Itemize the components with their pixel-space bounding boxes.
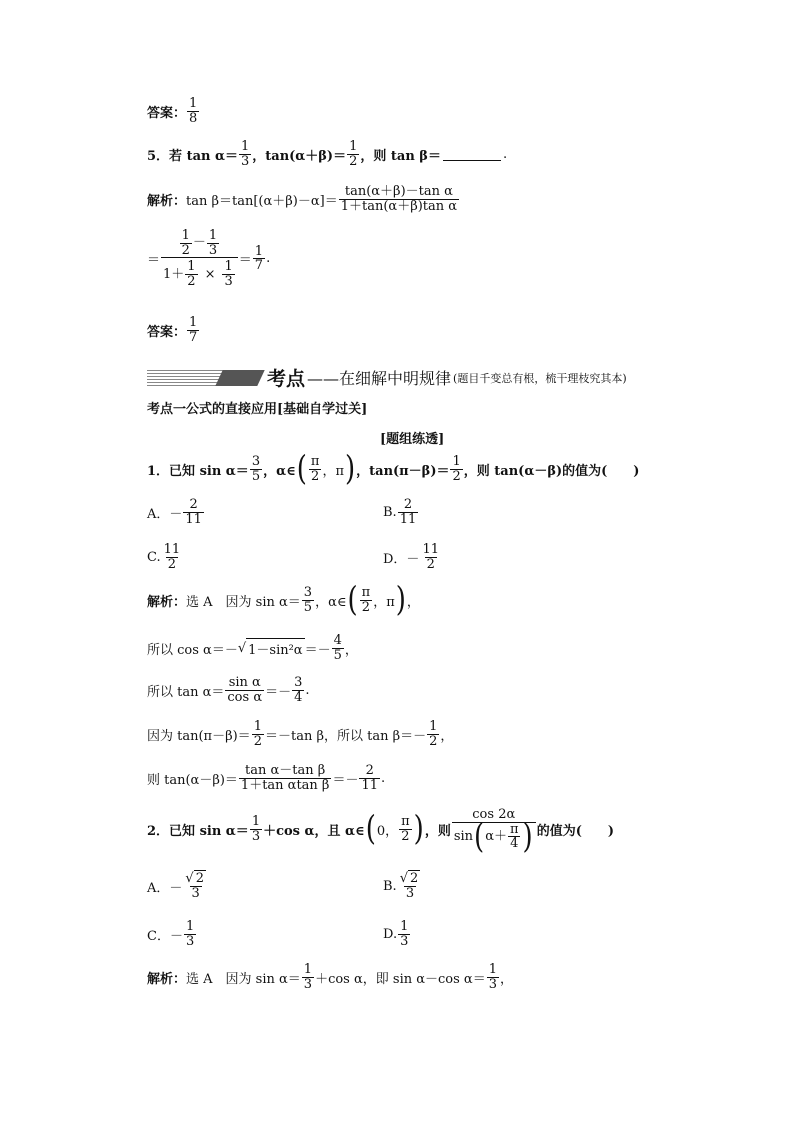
solution-5-line-1 (147, 185, 460, 213)
question-text: 1．已知 sin α＝ (147, 463, 249, 479)
solution-1-line-4: 因为 tan(π－β)＝ $\frac{1}{2}$ ＝－tan β，所以 tan β＝－ $\frac{1}{2}$ ， (147, 719, 454, 749)
question-text: ，tan(α＋β)＝ (252, 148, 347, 164)
solution-text: ＝ (238, 253, 252, 269)
banner-stripe (147, 370, 223, 386)
fraction: $\frac{1}{3}$ (240, 139, 250, 169)
question-text: ，π (322, 463, 344, 479)
question-1 (147, 449, 640, 489)
question-text: . (502, 146, 508, 162)
option-b: B. $\frac{√ 2}{3}$ (383, 871, 419, 901)
solution-1-line-2: 所以 cos α＝－ √ 1－sin²α ＝－ $\frac{4}{5}$ ， (147, 633, 358, 663)
group-title: [题组练透] (380, 432, 445, 447)
compound-fraction: $\frac{1}{2}$ － $\frac{1}{3}$ 1＋ $\frac{1}{2}$ × $\frac{1}{3}$ (161, 229, 238, 289)
solution-label: 解析： (147, 594, 187, 610)
question-text: ，则 (424, 823, 451, 839)
solution-text: . (266, 251, 271, 267)
question-text: ，则 tan(α－β)的值为( ) (463, 463, 640, 479)
fraction: $\frac{3}{5}$ (251, 454, 261, 484)
option-a: A．－ $\frac{√ 2}{3}$ (147, 871, 204, 901)
question-text: 5．若 tan α＝ (147, 148, 238, 164)
solution-2-line-1: 解析： 选 A 因为 sin α＝ $\frac{1}{3}$ ＋cos α，即 sin α－cos α＝ $\frac{1}{3}$ ， (147, 962, 514, 992)
fraction: $\frac{1}{8}$ (189, 96, 198, 126)
right-paren: ) (344, 449, 356, 489)
fraction: $\frac{1}{2}$ (452, 454, 461, 484)
question-text: ＋cos α，且 α∈ (263, 823, 365, 839)
question-2: 2．已知 sin α＝ $\frac{1}{3}$ ＋cos α，且 α∈ ( 0， $\frac{\pi}{2}$ ) ，则 cos 2α sin ( α＋ $\frac{\pi}{4}$ ) 的值为( ) (147, 807, 614, 857)
solution-1-line-3: 所以 tan α＝ $\frac{\text{sin α}}{\text{cos α}}$ ＝－ $\frac{3}{4}$ . (147, 675, 310, 705)
left-paren: ( (296, 449, 307, 489)
question-text: ，α∈ (263, 463, 296, 479)
fraction: $\frac{\text{tan(α＋β)－tan α}}{\text{1＋tan(α＋β)tan α}}$ (340, 184, 458, 214)
fraction: $\frac{1}{2}$ (349, 139, 358, 169)
solution-text: tan β＝tan[(α＋β)－α]＝ (186, 193, 338, 209)
fraction: $\frac{1}{7}$ (254, 243, 264, 274)
option-d: D. $\frac{1}{3}$ (383, 919, 409, 949)
option-c: C. $\frac{11}{2}$ (147, 542, 181, 572)
banner-note: (题目千变总有根，梳干理枝究其本) (453, 371, 627, 385)
banner-subtitle: ——在细解中明规律 (307, 369, 452, 388)
question-5 (147, 140, 507, 168)
solution-text: ＝ (147, 253, 161, 269)
question-text: ，tan(π－β)＝ (356, 463, 450, 479)
question-text: 的值为( ) (536, 823, 614, 839)
solution-5-line-2 (147, 229, 270, 289)
answer-line-1 (147, 97, 200, 125)
section-title: 考点一公式的直接应用[基础自学过关] (147, 402, 368, 417)
compound-fraction: cos 2α sin ( α＋ $\frac{\pi}{4}$ ) (452, 808, 536, 851)
option-a: A．－ $\frac{2}{11}$ (147, 497, 202, 527)
solution-1-line-5: 则 tan(α－β)＝ $\frac{\text{tan α－tan β}}{\text{1＋tan αtan β}}$ ＝－ $\frac{2}{11}$ . (147, 763, 386, 793)
question-text: 2．已知 sin α＝ (147, 823, 249, 839)
solution-label: 解析： (147, 971, 187, 987)
question-text: ，则 tan β＝ (360, 148, 441, 164)
fraction: $\frac{1}{7}$ (189, 315, 198, 345)
option-c: C．－ $\frac{1}{3}$ (147, 919, 195, 949)
banner-slant (215, 370, 264, 386)
answer-blank (443, 148, 501, 161)
option-d: D．－ $\frac{11}{2}$ (383, 542, 439, 572)
answer-line-2 (147, 316, 200, 344)
fraction: $\frac{\pi}{2}$ (310, 454, 320, 484)
solution-1-line-1: 解析： 选 A 因为 sin α＝ $\frac{3}{5}$ ，α∈ ( $\frac{\pi}{2}$ ，π ) ， (147, 580, 420, 620)
answer-label: 答案： (147, 105, 187, 121)
option-b: B. $\frac{2}{11}$ (383, 497, 417, 527)
solution-label: 解析： (147, 193, 187, 209)
section-banner (147, 364, 627, 391)
banner-title: 考点 (267, 368, 306, 390)
answer-label: 答案： (147, 324, 187, 340)
